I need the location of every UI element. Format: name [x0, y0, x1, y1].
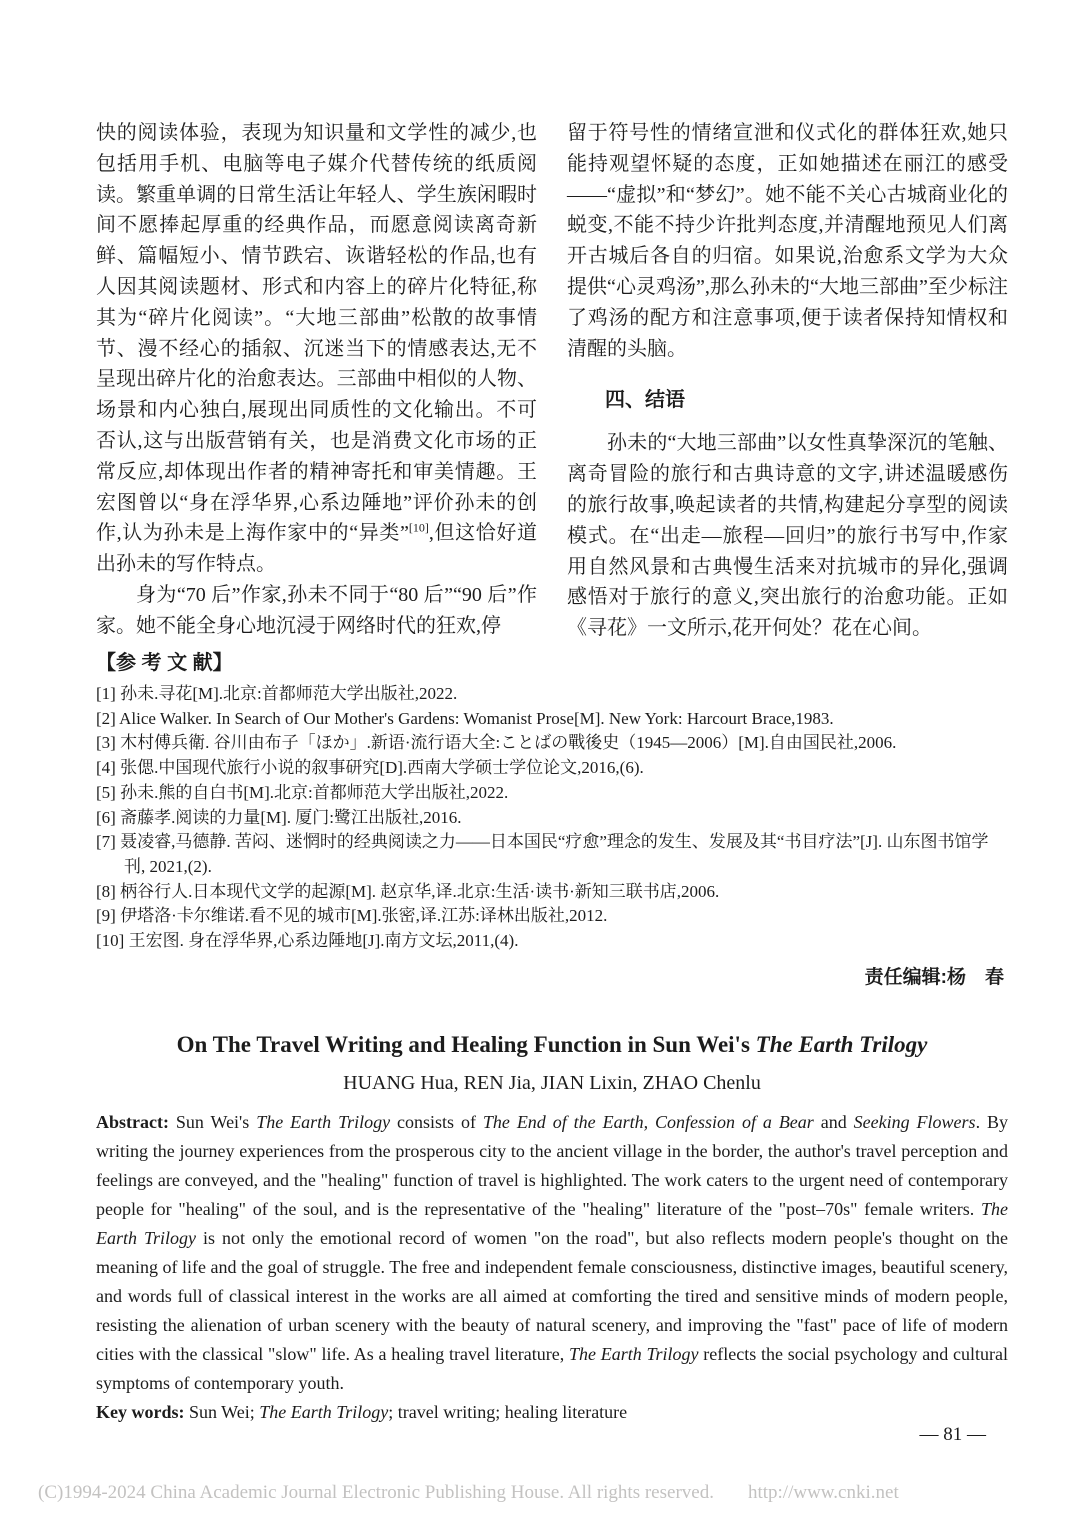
responsible-editor-line: 责任编辑:杨 春 — [864, 966, 1004, 988]
left-column — [96, 118, 537, 642]
english-authors: HUANG Hua, REN Jia, JIAN Lixin, ZHAO Chenlu — [343, 1072, 761, 1094]
section-heading-conclusion: 四、结语 — [605, 389, 685, 412]
paragraph-continuation: 快的阅读体验，表现为知识量和文学性的减少,也包括用手机、电脑等电子媒介代替传统的纸质阅读。繁重单调的日常生活让年轻人、学生族闲暇时间不愿捧起厚重的经典作品，而愿意阅读离奇新鲜、篇幅短小、情节跌宕、诙谐轻松的作品,也有人因其阅读题材、形式和内容上的碎片化特征,称其为“碎片化阅读”。“大地三部曲”松散的故事情节、漫不经心的插叙、沉迷当下的情感表达,无不呈现出碎片化的治愈表达。三部曲中相似的人物、场景和内心独白,展现出同质性的文化输出。不可否认,这与出版营销有关，也是消费文化市场的正常反应,却体现出作者的精神寄托和审美情趣。王宏图曾以“身在浮华界,心系边陲地”评价孙未的创作,认为孙未是上海作家中的“异类”[10],但这恰好道出孙未的写作特点。 — [96, 122, 537, 576]
reference-item: [7] 聂凌睿,马德静. 苦闷、迷惘时的经典阅读之力——日本国民“疗愈”理念的发生、发展及其“书目疗法”[J]. 山东图书馆学刊, 2021,(2). — [96, 832, 989, 876]
body-columns — [96, 118, 1008, 644]
footer-url[interactable]: http://www.cnki.net — [747, 1482, 899, 1503]
references-header: 【参 考 文 献】 — [96, 652, 233, 674]
reference-item: [4] 张偲.中国现代旅行小说的叙事研究[D].西南大学硕士学位论文,2016,(6). — [96, 758, 644, 778]
reference-item: [8] 柄谷行人.日本现代文学的起源[M]. 赵京华,译.北京:生活·读书·新知三联书店,2006. — [96, 881, 720, 901]
paragraph: 孙未的“大地三部曲”以女性真挚深沉的笔触、离奇冒险的旅行和古典诗意的文字,讲述温暖感伤的旅行故事,唤起读者的共情,构建起分享型的阅读模式。在“出走—旅程—回归”的旅行书写中,作家用自然风景和古典慢生活来对抗城市的异化,强调感悟对于旅行的意义,突出旅行的治愈功能。正如《寻花》一文所示,花开何处？花在心间。 — [567, 432, 1008, 640]
paragraph: 身为“70 后”作家,孙未不同于“80 后”“90 后”作家。她不能全身心地沉浸于网络时代的狂欢,停 — [96, 583, 537, 637]
reference-item: [10] 王宏图. 身在浮华界,心系边陲地[J].南方文坛,2011,(4). — [96, 931, 519, 951]
footer — [38, 1482, 1052, 1504]
english-keywords: Key words: Sun Wei; The Earth Trilogy; travel writing; healing literature — [96, 1402, 628, 1422]
reference-item: [3] 木村傅兵衛. 谷川由布子「ほか」.新语·流行语大全:ことばの戰後史（1945—2006）[M].自由国民社,2006. — [96, 733, 897, 753]
references-section — [96, 650, 1008, 989]
english-title: On The Travel Writing and Healing Function in Sun Wei's The Earth Trilogy — [176, 1032, 928, 1057]
reference-item: [9] 伊塔洛·卡尔维诺.看不见的城市[M].张密,译.江苏:译林出版社,2012. — [96, 906, 608, 926]
english-section — [96, 1030, 1008, 1427]
reference-item: [2] Alice Walker. In Search of Our Mother's Gardens: Womanist Prose[M]. New York: Harcourt Brace,1983. — [96, 708, 834, 728]
footer-copyright: (C)1994-2024 China Academic Journal Electronic Publishing House. All rights reserved. — [38, 1482, 714, 1503]
reference-item: [5] 孙未.熊的自白书[M].北京:首都师范大学出版社,2022. — [96, 782, 509, 802]
reference-item: [1] 孙未.寻花[M].北京:首都师范大学出版社,2022. — [96, 684, 458, 703]
references-list — [96, 682, 1008, 954]
english-abstract: Abstract: Sun Wei's The Earth Trilogy consists of The End of the Earth, Confession of a Bear and Seeking Flowers. By writing the journey experiences from the prosperous city to the ancient village in the border, the author's travel perception and feelings are conveyed, and the "healing" function of travel is highlighted. The work caters to the urgent need of contemporary people for "healing" of the soul, and is the representative of the "healing" literature of the "post–70s" female writers. The Earth Trilogy is not only the emotional record of women "on the road", but also reflects modern people's thought on the meaning of life and the goal of struggle. The free and independent female consciousness, distinctive images, beautiful scenery, and words full of classical interest in the works are all aimed at comforting the tired and sensitive minds of modern people, resisting the alienation of urban scenery with the beauty of natural scenery, and improving the "fast" pace of life of modern cities with the classical "slow" life. As a healing travel literature, The Earth Trilogy reflects the social psychology and cultural symptoms of contemporary youth. — [96, 1112, 1009, 1393]
right-column — [567, 118, 1008, 644]
paragraph-continuation: 留于符号性的情绪宣泄和仪式化的群体狂欢,她只能持观望怀疑的态度，正如她描述在丽江的感受——“虚拟”和“梦幻”。她不能不关心古城商业化的蜕变,不能不持少许批判态度,并清醒地预见人们离开古城后各自的归宿。如果说,治愈系文学为大众提供“心灵鸡汤”,那么孙未的“大地三部曲”至少标注了鸡汤的配方和注意事项,便于读者保持知情权和清醒的头脑。 — [567, 122, 1008, 360]
page-number: — 81 — — [919, 1424, 986, 1445]
reference-item: [6] 斋藤孝.阅读的力量[M]. 厦门:鹭江出版社,2016. — [96, 807, 462, 827]
